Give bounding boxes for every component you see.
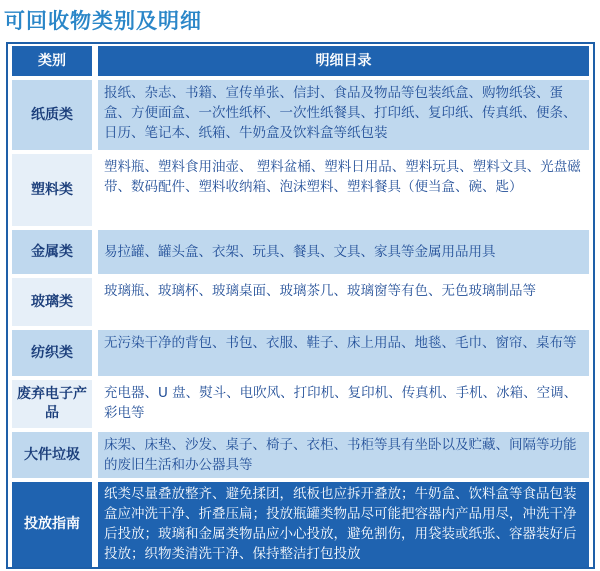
category-label: 大件垃圾 bbox=[12, 432, 92, 478]
category-label: 纺织类 bbox=[12, 330, 92, 376]
table-row-textile bbox=[8, 330, 593, 376]
details-text: 纸类尽量叠放整齐、避免揉团，纸板也应拆开叠放；牛奶盒、饮料盒等食品包装盒应冲洗干净、折叠压扁；投放瓶罐类物品尽可能把容器内产品用尽，冲洗干净后投放；玻璃和金属类物品应小心投放，避免割伤，用袋装或纸张、容器装好后投放；织物类清洗干净、保持整洁打包投放 bbox=[98, 482, 589, 567]
details-text: 塑料瓶、塑料食用油壶、 塑料盆桶、塑料日用品、塑料玩具、塑料文具、光盘磁带、数码配件、塑料收纳箱、泡沫塑料、塑料餐具（便当盒、碗、匙） bbox=[98, 154, 589, 226]
header-category: 类别 bbox=[12, 46, 92, 76]
details-text: 玻璃瓶、玻璃杯、玻璃桌面、玻璃茶几、玻璃窗等有色、无色玻璃制品等 bbox=[98, 278, 589, 326]
table-header bbox=[8, 46, 593, 76]
category-label: 金属类 bbox=[12, 230, 92, 274]
details-text: 无污染干净的背包、书包、衣服、鞋子、床上用品、地毯、毛巾、窗帘、桌布等 bbox=[98, 330, 589, 376]
table-row-electronics bbox=[8, 380, 593, 428]
table-row-metal bbox=[8, 230, 593, 274]
details-text: 充电器、U 盘、熨斗、电吹风、打印机、复印机、传真机、手机、冰箱、空调、彩电等 bbox=[98, 380, 589, 428]
category-label: 投放指南 bbox=[12, 482, 92, 567]
table-row-bulky-waste bbox=[8, 432, 593, 478]
page-title: 可回收物类别及明细 bbox=[4, 9, 202, 33]
details-text: 报纸、杂志、书籍、宣传单张、信封、食品及物品等包装纸盒、购物纸袋、蛋盒、方便面盒、一次性纸杯、一次性纸餐具、打印纸、复印纸、传真纸、便条、日历、笔记本、纸箱、牛奶盒及饮料盒等纸包装 bbox=[98, 80, 589, 150]
recyclables-table bbox=[6, 42, 595, 569]
table-row-disposal-guide bbox=[8, 482, 593, 567]
details-text: 床架、床垫、沙发、桌子、椅子、衣柜、书柜等具有坐卧以及贮藏、间隔等功能的废旧生活和办公器具等 bbox=[98, 432, 589, 478]
table-row-glass bbox=[8, 278, 593, 326]
table-row-paper bbox=[8, 80, 593, 150]
category-label: 玻璃类 bbox=[12, 278, 92, 326]
table-row-plastic bbox=[8, 154, 593, 226]
category-label: 塑料类 bbox=[12, 154, 92, 226]
details-text: 易拉罐、罐头盒、衣架、玩具、餐具、文具、家具等金属用品用具 bbox=[98, 230, 589, 274]
category-label: 纸质类 bbox=[12, 80, 92, 150]
header-details: 明细目录 bbox=[98, 46, 589, 76]
category-label: 废弃电子产品 bbox=[12, 380, 92, 428]
